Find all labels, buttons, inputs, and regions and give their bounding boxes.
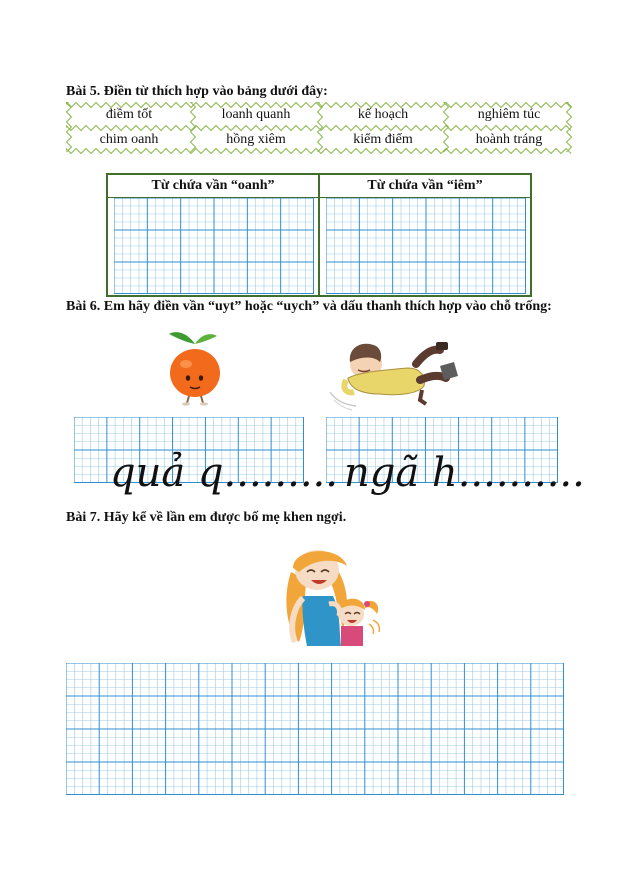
writing-grid-story[interactable] xyxy=(66,663,564,795)
writing-grid-oanh[interactable] xyxy=(114,198,314,294)
vowel-sort-table xyxy=(106,173,532,297)
mother-hugging-child-icon xyxy=(277,542,389,648)
orange-icon xyxy=(165,326,225,406)
writing-grid-iem[interactable] xyxy=(326,198,526,294)
word-item: hồng xiêm xyxy=(226,132,286,147)
word-item: loanh quanh xyxy=(221,107,291,122)
word-item: kiểm điểm xyxy=(353,132,413,147)
word-item: điềm tốt xyxy=(105,107,153,122)
word-item: kế hoạch xyxy=(357,107,409,122)
word-bank xyxy=(66,102,572,154)
table-divider xyxy=(318,175,320,295)
fill-blank-nga[interactable]: ngã h.......... xyxy=(344,450,585,496)
bai7-title: Bài 7. Hãy kể về lần em được bố mẹ khen ngợi. xyxy=(66,510,347,525)
bai6-title: Bài 6. Em hãy điền vần “uyt” hoặc “uych” và dấu thanh thích hợp vào chỗ trống: xyxy=(66,299,552,314)
word-item: chim oanh xyxy=(99,132,159,147)
word-item: hoành tráng xyxy=(475,132,543,147)
word-item: nghiêm túc xyxy=(477,107,541,122)
table-header-iem: Từ chứa vần “iêm” xyxy=(367,178,483,193)
fill-blank-qua[interactable]: quả q......... xyxy=(110,450,338,496)
falling-boy-icon xyxy=(328,334,460,414)
table-header-oanh: Từ chứa vần “oanh” xyxy=(151,178,275,193)
bai5-title: Bài 5. Điền từ thích hợp vào bảng dưới đây: xyxy=(66,84,328,99)
